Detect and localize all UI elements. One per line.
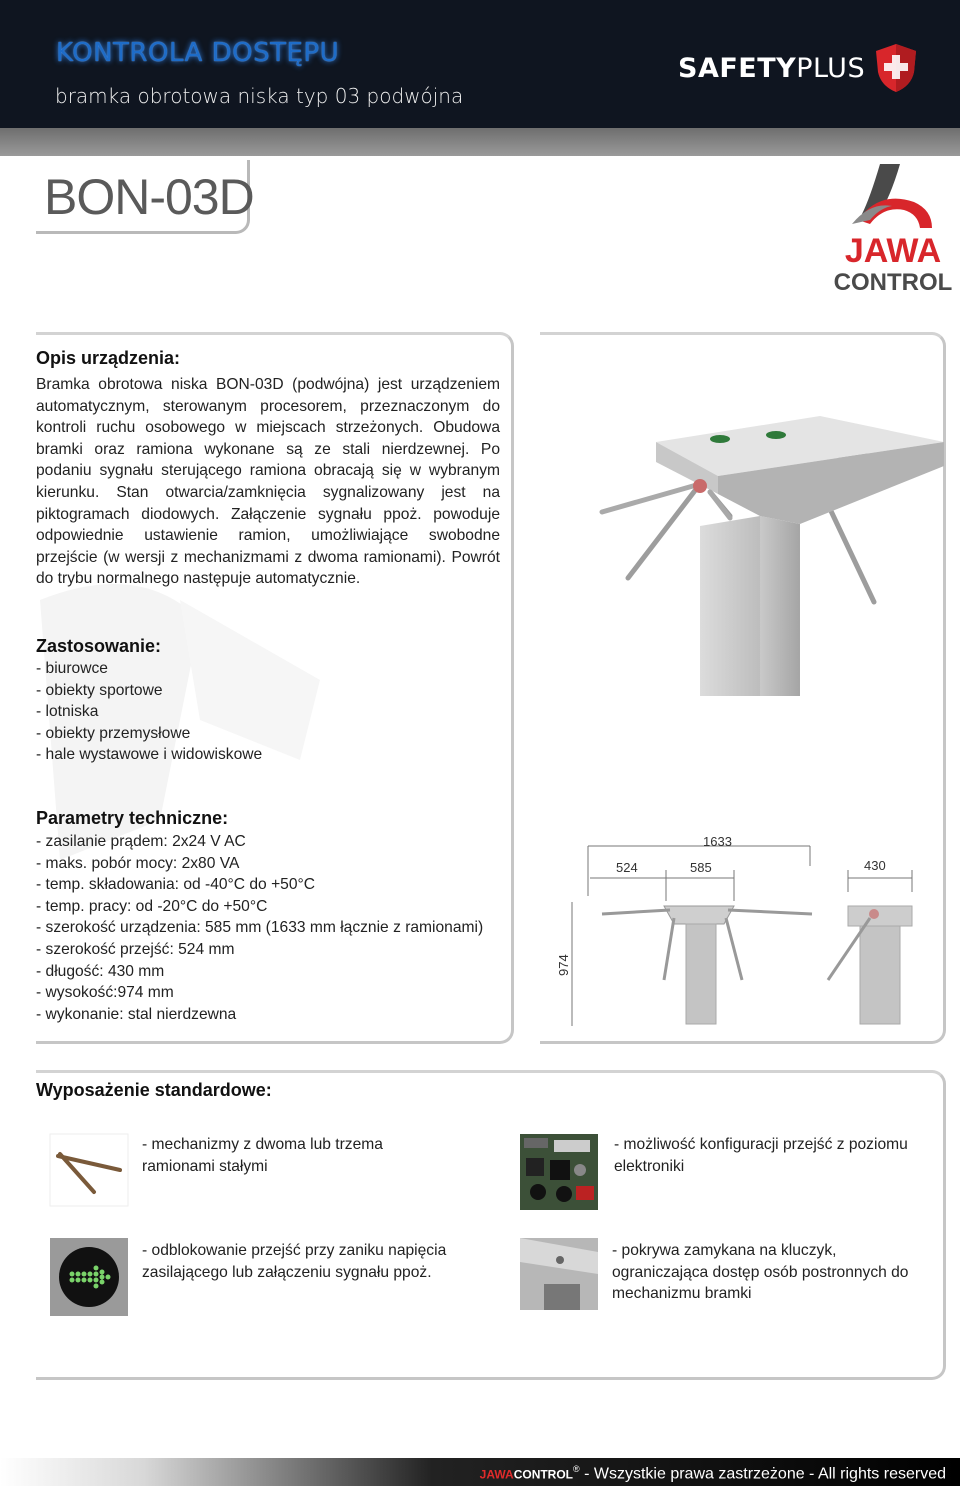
description-heading: Opis urządzenia: (36, 348, 181, 368)
feature-unlock-text: - odblokowanie przejść przy zaniku napięcia zasilającego lub załączeniu sygnału ppoż. (142, 1242, 447, 1281)
params-list (36, 831, 483, 1025)
turnstile-illustration (600, 406, 940, 706)
shield-icon (873, 42, 919, 94)
header-title: KONTROLA DOSTĘPU (56, 38, 340, 68)
gray-divider-bar (0, 128, 960, 156)
list-item: - maks. pobór mocy: 2x80 VA (36, 854, 240, 872)
footer-logo-white: CONTROL (513, 1467, 574, 1482)
equipment-panel (36, 1070, 946, 1380)
list-item: - lotniska (36, 703, 99, 721)
feature-arms-text: - mechanizmy z dwoma lub trzema ramionami stałymi (142, 1136, 383, 1175)
equipment-heading: Wyposażenie standardowe: (36, 1080, 272, 1100)
description-text: Bramka obrotowa niska BON-03D (podwójna) jest urządzeniem automatycznym, sterowanym procesorem, przeznaczonym do kontroli ruchu osobowego w miejscach strzeżonych. Obudowa bramki oraz ramiona wykonane są ze stali nierdzewnej. Po podaniu sygnału sterującego ramiona obracają się w wybranym kierunku. Stan otwarcia/zamknięcia sygnalizowany jest na piktogramach diodowych. Załączenie sygnału ppoż. powoduje odpowiednie ustawienie ramion, umożliwiające swobodne przejście (w wersji z mechanizmami z dwoma ramionami). Powrót do trybu normalnego następuje automatycznie. (36, 376, 500, 588)
model-name: BON-03D (44, 169, 254, 225)
dimension-drawing (548, 826, 938, 1032)
list-item: - zasilanie prądem: 2x24 V AC (36, 833, 246, 850)
list-item: - szerokość przejść: 524 mm (36, 940, 235, 958)
list-item: - wysokość:974 mm (36, 984, 174, 1002)
jawa-control-logo (833, 158, 953, 314)
footer-text: - Wszystkie prawa zastrzeżone - All rights reserved (579, 1465, 946, 1483)
list-item: - hale wystawowe i widowiskowe (36, 746, 263, 764)
params-heading: Parametry techniczne: (36, 808, 229, 828)
list-item: - temp. pracy: od -20°C do +50°C (36, 897, 268, 915)
led-arrow-icon (50, 1238, 128, 1316)
usage-list (36, 658, 262, 766)
brand-bold: SAFETY (678, 52, 797, 84)
list-item: - obiekty sportowe (36, 681, 163, 699)
dim-body: 585 (690, 860, 712, 875)
list-item: - szerokość urządzenia: 585 mm (1633 mm łącznie z ramionami) (36, 919, 484, 937)
lock-cover-icon (520, 1238, 598, 1310)
footer-logo (480, 1467, 573, 1481)
feature-cover-text: - pokrywa zamykana na kluczyk, ograniczająca dostęp osób postronnych do mechanizmu bramki (612, 1242, 909, 1303)
list-item: - biurowce (36, 660, 108, 677)
arms-icon (50, 1134, 128, 1206)
jawa-text: JAWA (844, 232, 942, 270)
footer-reg: ® (573, 1464, 580, 1474)
feature-config-text: - możliwość konfiguracji przejść z poziomu elektroniki (614, 1136, 908, 1175)
dim-depth: 430 (864, 858, 886, 873)
dim-total: 1633 (703, 834, 732, 849)
list-item: - temp. składowania: od -40°C do +50°C (36, 876, 316, 894)
usage-heading: Zastosowanie: (36, 636, 162, 656)
control-text: CONTROL (833, 269, 953, 296)
dim-passage: 524 (616, 860, 638, 875)
list-item: - obiekty przemysłowe (36, 724, 191, 742)
list-item: - wykonanie: stal nierdzewna (36, 1005, 237, 1023)
dim-height: 974 (556, 954, 571, 976)
header-subtitle: bramka obrotowa niska typ 03 podwójna (55, 84, 464, 108)
brand-light: PLUS (796, 52, 866, 84)
circuit-board-icon (520, 1134, 598, 1210)
list-item: - długość: 430 mm (36, 962, 165, 980)
footer-copyright (480, 1464, 946, 1483)
footer-logo-red: JAWA (479, 1467, 514, 1482)
safetyplus-logo (678, 44, 919, 92)
